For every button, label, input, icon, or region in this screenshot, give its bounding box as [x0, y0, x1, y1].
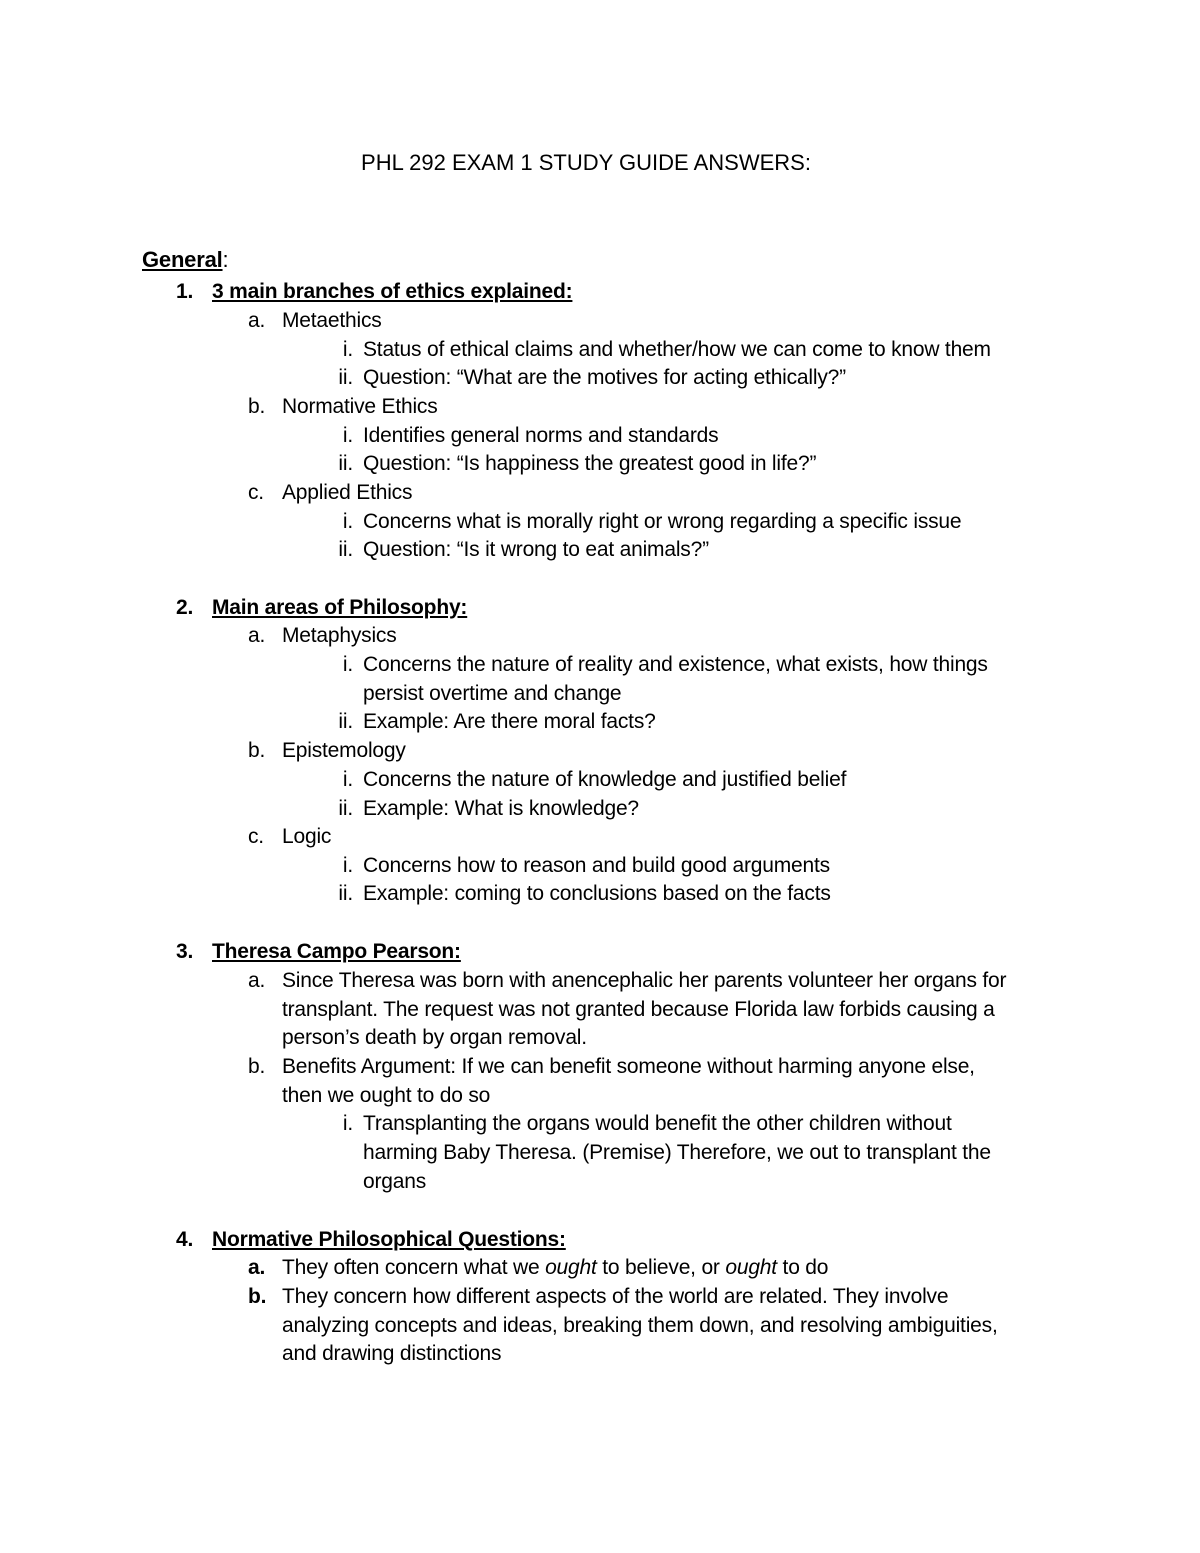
list-item [248, 737, 406, 765]
list-item [248, 967, 1006, 995]
list-marker: i. [342, 768, 353, 791]
list-item-continuation: transplant. The request was not granted because Florida law forbids causing a [282, 998, 995, 1021]
section-title: 3 main branches of ethics explained: [212, 280, 573, 303]
list-item-continuation: organs [363, 1170, 427, 1193]
list-item-text: Since Theresa was born with anencephalic her parents volunteer her organs for [282, 969, 1007, 992]
general-heading-text: General [142, 247, 223, 272]
list-item-text: to do [776, 1256, 829, 1279]
list-item [248, 393, 438, 421]
list-item [248, 1283, 948, 1311]
list-item-text: Concerns the nature of knowledge and justified belief [363, 768, 847, 791]
sub-list-item [313, 536, 709, 564]
sub-list-item [313, 708, 656, 736]
list-marker: c. [248, 825, 264, 848]
section-number: 1. [176, 280, 194, 303]
page-title: PHL 292 EXAM 1 STUDY GUIDE ANSWERS: [361, 150, 811, 175]
list-item [248, 823, 331, 851]
list-item [248, 622, 397, 650]
list-item-text: Example: coming to conclusions based on the facts [363, 882, 831, 905]
list-marker: ii. [338, 882, 353, 905]
list-marker: c. [248, 481, 264, 504]
sub-list-item [313, 880, 831, 908]
list-item-text: They concern how different aspects of the world are related. They involve [282, 1285, 949, 1308]
list-item-text: Question: “What are the motives for acting ethically?” [363, 366, 846, 389]
list-marker: ii. [338, 797, 353, 820]
list-item-continuation: harming Baby Theresa. (Premise) Therefore, we out to transplant the [363, 1141, 991, 1164]
list-item [248, 1053, 975, 1081]
list-item [248, 1254, 828, 1282]
sub-list-item [313, 651, 988, 679]
list-item-text: Transplanting the organs would benefit the other children without [363, 1112, 952, 1135]
general-heading-colon: : [222, 247, 229, 272]
list-item-text: Concerns the nature of reality and existence, what exists, how things [363, 653, 988, 676]
list-item-text: Normative Ethics [282, 395, 438, 418]
list-item-text: Question: “Is happiness the greatest good in life?” [363, 452, 817, 475]
list-marker: ii. [338, 538, 353, 561]
section-number: 2. [176, 596, 194, 619]
list-item-text: Question: “Is it wrong to eat animals?” [363, 538, 709, 561]
section-heading [176, 594, 467, 622]
section-number: 3. [176, 940, 194, 963]
sub-list-item [313, 422, 718, 450]
section-heading [176, 938, 461, 966]
sub-list-item [313, 852, 830, 880]
list-item-text: Logic [282, 825, 332, 848]
section-heading [176, 1226, 566, 1254]
list-item-text: Concerns how to reason and build good arguments [363, 854, 830, 877]
sub-list-item [313, 450, 816, 478]
sub-list-item [313, 795, 639, 823]
section-title: Main areas of Philosophy: [212, 596, 468, 619]
list-item-text: Benefits Argument: If we can benefit someone without harming anyone else, [282, 1055, 975, 1078]
list-item-continuation: analyzing concepts and ideas, breaking them down, and resolving ambiguities, [282, 1314, 998, 1337]
sub-list-item [313, 364, 846, 392]
list-item-text: to believe, or [596, 1256, 726, 1279]
list-item-text: Epistemology [282, 739, 406, 762]
list-marker: ii. [338, 710, 353, 733]
emphasis-text: ought [725, 1256, 777, 1279]
list-marker: a. [248, 1256, 266, 1279]
list-marker: a. [248, 969, 266, 992]
list-item-text: Concerns what is morally right or wrong regarding a specific issue [363, 510, 962, 533]
list-item-text: They often concern what we [282, 1256, 546, 1279]
list-marker: a. [248, 309, 266, 332]
list-item-continuation: person’s death by organ removal. [282, 1026, 587, 1049]
section-title: Normative Philosophical Questions: [212, 1228, 566, 1251]
list-marker: ii. [338, 452, 353, 475]
list-marker: i. [342, 338, 353, 361]
list-item-text: Metaethics [282, 309, 382, 332]
sub-list-item [313, 766, 846, 794]
list-item-text: Metaphysics [282, 624, 397, 647]
list-marker: i. [342, 653, 353, 676]
list-marker: b. [248, 395, 266, 418]
list-marker: ii. [338, 366, 353, 389]
list-marker: i. [342, 510, 353, 533]
list-item [248, 479, 412, 507]
emphasis-text: ought [545, 1256, 597, 1279]
list-item-continuation: then we ought to do so [282, 1084, 491, 1107]
list-marker: a. [248, 624, 266, 647]
list-item-text: Example: Are there moral facts? [363, 710, 656, 733]
section-heading [176, 278, 572, 306]
list-marker: b. [248, 739, 266, 762]
sub-list-item [313, 508, 961, 536]
list-item-text: Applied Ethics [282, 481, 413, 504]
section-title: Theresa Campo Pearson: [212, 940, 461, 963]
list-marker: i. [342, 424, 353, 447]
list-marker: b. [248, 1055, 266, 1078]
list-marker: i. [342, 1112, 353, 1135]
list-item-text: Identifies general norms and standards [363, 424, 719, 447]
sub-list-item [313, 336, 991, 364]
sub-list-item [313, 1110, 952, 1138]
list-item-text: Example: What is knowledge? [363, 797, 639, 820]
list-item [248, 307, 382, 335]
list-marker: b. [248, 1285, 267, 1308]
section-number: 4. [176, 1228, 194, 1251]
general-heading [142, 246, 228, 275]
list-marker: i. [342, 854, 353, 877]
list-item-continuation: and drawing distinctions [282, 1342, 502, 1365]
list-item-text: Status of ethical claims and whether/how we can come to know them [363, 338, 991, 361]
list-item-continuation: persist overtime and change [363, 682, 622, 705]
